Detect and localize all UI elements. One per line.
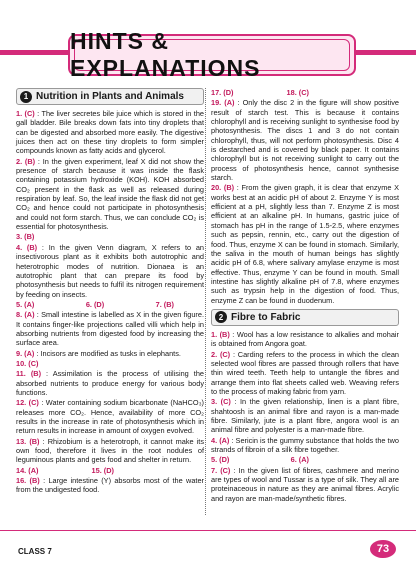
page-title: HINTS & EXPLANATIONS — [70, 28, 261, 81]
page-number: 73 — [370, 540, 396, 558]
section-title: Fibre to Fabric — [231, 311, 301, 323]
footer-rule — [0, 530, 416, 531]
answer-item: 11. (B) : Assimilation is the process of utilising the absorbed nutrients to produce energy for various body functions. — [16, 369, 204, 397]
answer-list — [16, 310, 204, 465]
answer-item: 2. (B) : In the given experiment, leaf X did not show the presence of starch because it was inside the flask containing potassium hydroxide (KOH). KOH absorbed CO₂ present in the flask as well as released during respiration by leaf. So, the leaf inside the flask did not get CO₂ and hence could not participate in photosynthesis and could not form starch. Thus, we can conclude CO₂ is essential for photosynthesis. — [16, 156, 204, 232]
answer-list — [211, 466, 399, 503]
answer-row-5-6: 5. (D) 6. (A) — [211, 455, 309, 465]
answer-item: 2. (C) : Carding refers to the process in which the clean selected wool fibres are passed through rollers that have thin wired teeth. Teeth help to untangle the fibres and arrange them into flat sheets called web. Weaving refers to the process of making fabric from yarn. — [211, 349, 400, 396]
answer-item: 8. (A) : Small intestine is labelled as X in the given figure. It contains finger-like projections called villi which help in absorbing nutrients from digested food by increasing the surface area. — [16, 310, 204, 348]
answer-item: 20. (B) : From the given graph, it is clear that enzyme X works best at an acidic pH of about 2. Enzyme Y is most efficient at a pH, slightly less than 7. Enzyme Z is most efficient at an alkaline pH. In humans, gastric juice of stomach has pH in the range of 1.5-2.5, where enzymes such as pepsin, rennin, etc., carry out the digestion of food. Thus, enzyme X can be found in stomach. Similarly, the saliva in the mouth of human beings has slightly acidic pH of 6.8, where salivary amylase enzyme is most effective. Thus, enzyme Y can be found in mouth. Small intestine has slightly alkaline pH of 7.8, where enzymes such as trypsin help in the digestion of food. Thus, enzyme Z can be found in duodenum. — [211, 183, 399, 305]
banner-bar-right — [352, 50, 416, 55]
answer-item: 10. (C) — [16, 358, 39, 368]
answer-item: 9. (A) : Incisors are modified as tusks in elephants. — [16, 348, 181, 358]
left-column — [16, 88, 204, 496]
answer-list — [16, 476, 204, 495]
answer-item: 4. (A) : Sericin is the gummy substance that holds the two strands of fibroin of a silk fibre together. — [211, 435, 399, 455]
answer-list — [16, 109, 204, 299]
class-label: CLASS 7 — [18, 547, 52, 556]
answer-row-14-15: 14. (A) 15. (D) — [16, 465, 114, 475]
section-header-fibre — [211, 309, 399, 326]
answer-list — [211, 98, 399, 305]
answer-item: 1. (C) : The liver secretes bile juice which is stored in the gall bladder. Bile breaks down fats into tiny droplets that can be digested and absorbed more easily. The digestive juices then act on these tiny droplets to form simpler compounds known as fatty acids and glycerol. — [16, 109, 205, 156]
column-divider — [205, 88, 206, 515]
answer-item: 3. (C) : In the given relationship, linen is a plant fibre, shahtoosh is an animal fibre and rayon is a man-made fibre. Similarly, jute is a plant fibre, angora wool is an animal fibre and polyester is a man-made fibre. — [211, 397, 399, 435]
right-column — [211, 88, 399, 504]
answer-row-5-7: 5. (A) 6. (D) 7. (B) — [16, 299, 174, 309]
answer-item: 7. (C) : In the given list of fibres, cashmere and merino are types of wool and Tussar is a type of silk. They all are proteinaceous in nature as they are animal fibres. Acrylic and rayon are man-made/synthetic fibres. — [211, 465, 399, 503]
answer-item: 16. (B) : Large intestine (Y) absorbs most of the water from the undigested food. — [16, 476, 204, 495]
header-banner — [68, 28, 356, 81]
answer-item: 19. (A) : Only the disc 2 in the figure will show positive result of starch test. This is because it contains chlorophyll and is receiving sunlight to synthesise food by photosynthesis. The discs 1 and 3 do not contain chlorophyll, thus, will not perform photosynthesis. Disc 4 is destarched and is covered by black paper. It contains chlorophyll but is not receiving sunlight to carry out the process of photosynthesis hence, cannot synthesise starch. — [211, 98, 399, 183]
answer-item: 12. (C) : Water containing sodium bicarbonate (NaHCO₃) releases more CO₂. Hence, availability of more CO₂ results in the increase in rate of photosynthesis which in return results in increase in amount of oxygen evolved. — [16, 398, 205, 436]
answer-item: 3. (B) — [16, 232, 35, 242]
answer-item: 1. (B) : Wool has a low resistance to alkalies and mohair is obtained from Angora goat. — [211, 329, 399, 349]
banner-bar-left — [0, 50, 68, 55]
answer-list — [211, 330, 399, 454]
section-number: 2 — [215, 311, 227, 323]
section-number: 1 — [20, 91, 32, 103]
section-header-nutrition — [16, 88, 204, 105]
answer-row-17-18: 17. (D) 18. (C) — [211, 88, 309, 97]
answer-item: 4. (B) : In the given Venn diagram, X refers to an insectivorous plant as it exhibits both autotrophic and heterotrophic modes of nutrition. Dionaea is an autotrophic plant that can prepare its food by photosynthesis but needs to fulfil its nitrogen requirement by feeding on insects. — [16, 242, 205, 299]
answer-item: 13. (B) : Rhizobium is a heterotroph, it cannot make its own food, therefore it lives in the root nodules of leguminous plants and gets food and shelter in return. — [16, 436, 205, 465]
section-title: Nutrition in Plants and Animals — [36, 90, 184, 102]
